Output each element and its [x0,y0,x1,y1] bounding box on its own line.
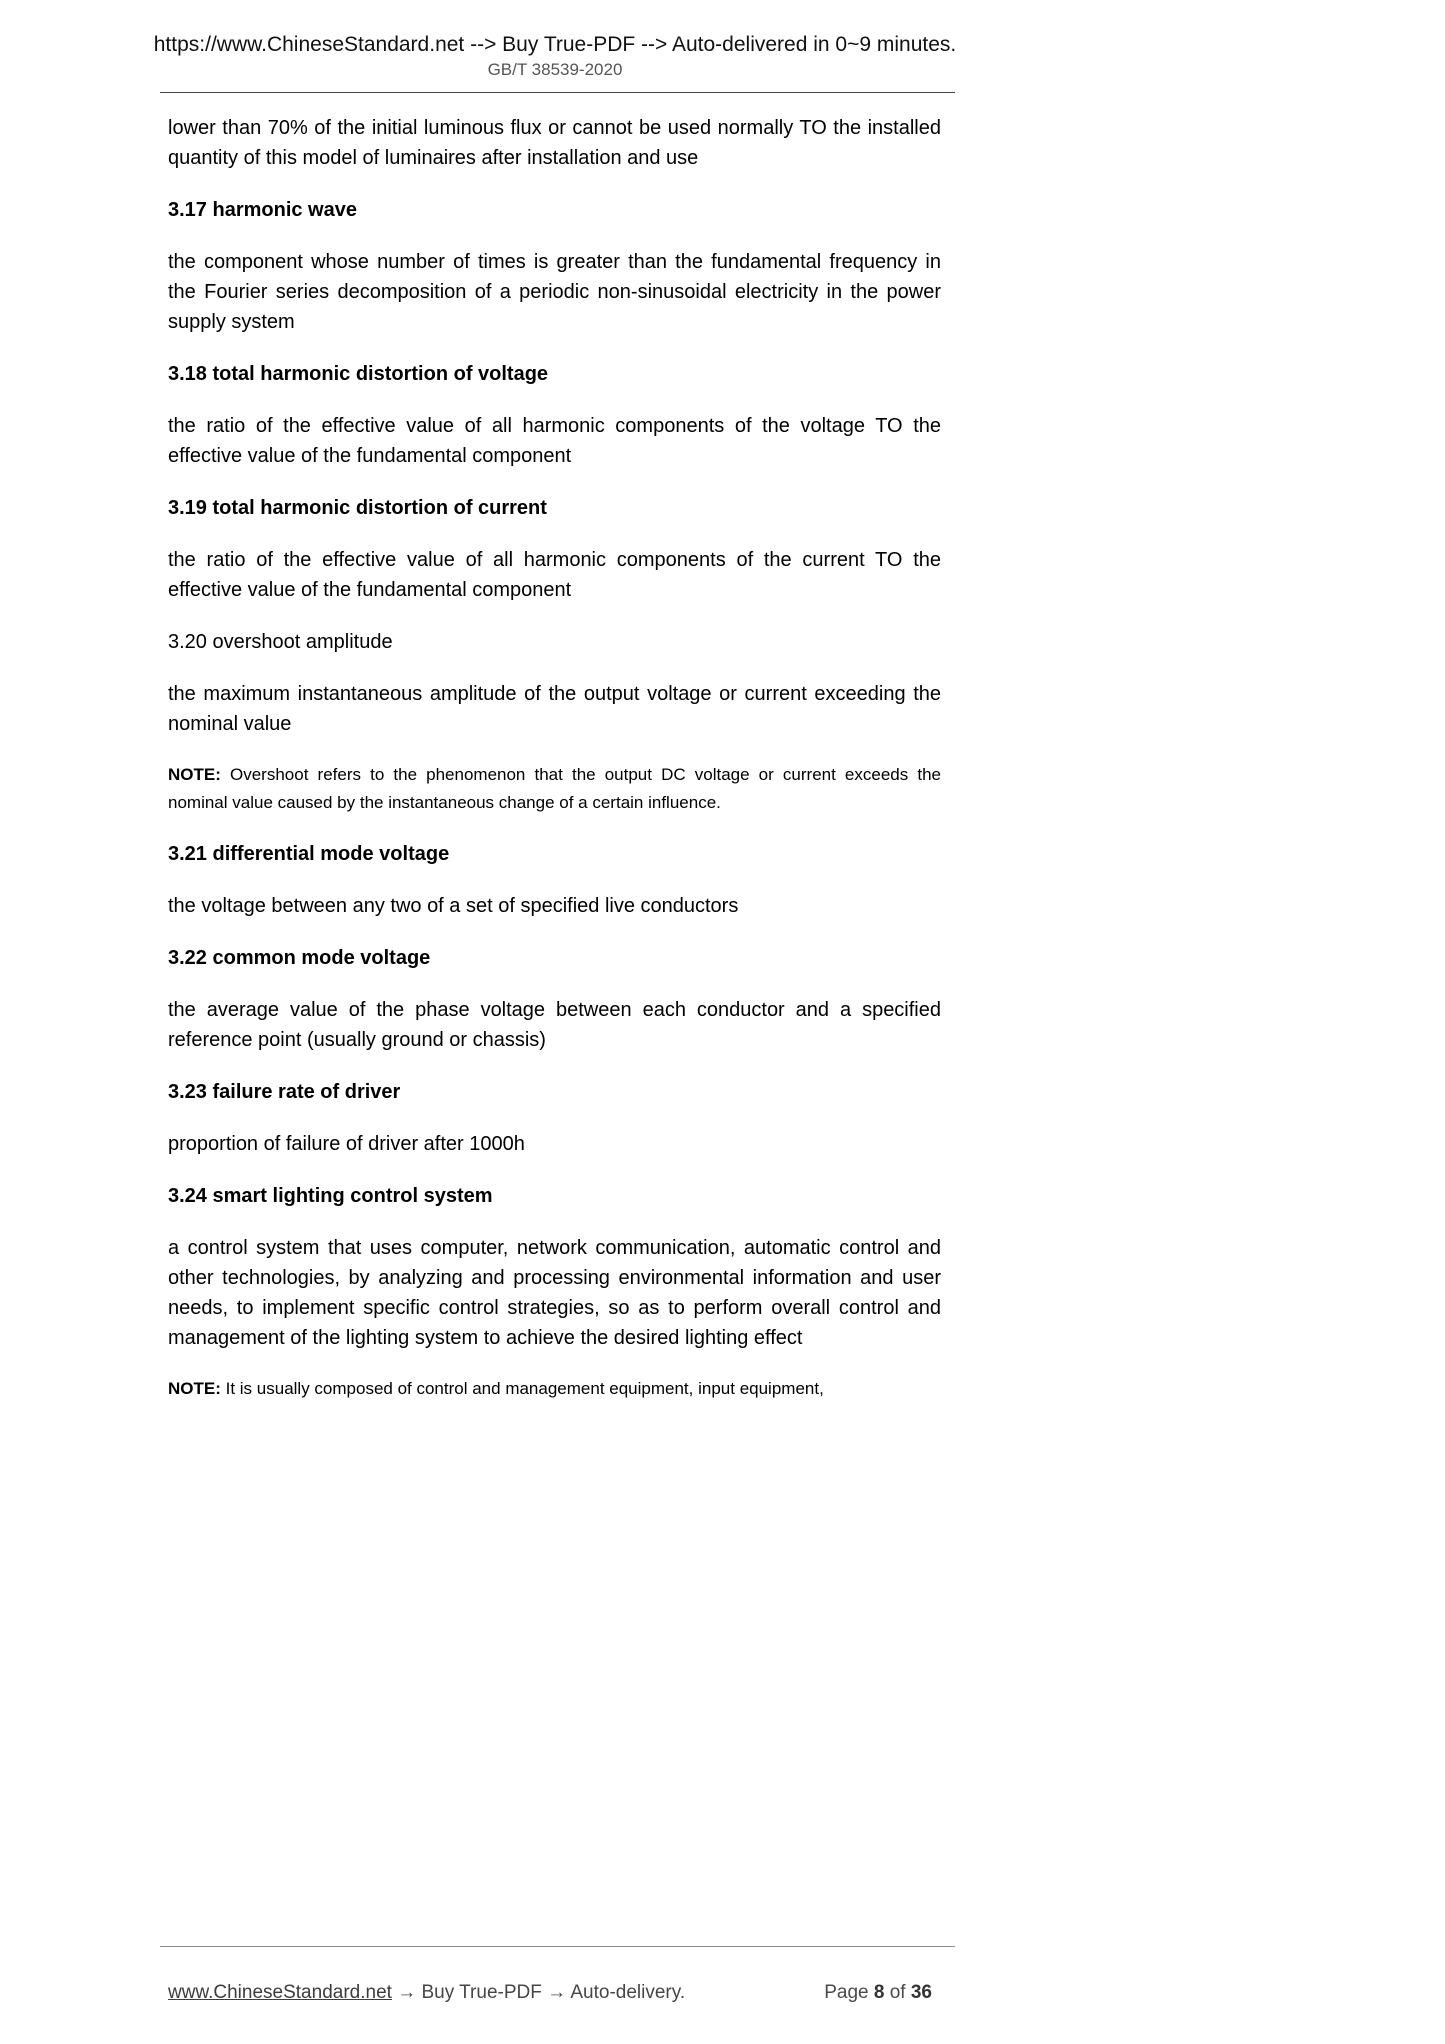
body-paragraph: the ratio of the effective value of all harmonic components of the voltage TO the effective value of the fundamental component [168,415,941,467]
section-heading: 3.18 total harmonic distortion of voltage [168,363,549,385]
footer-site-link[interactable]: www.ChineseStandard.net [168,1982,392,2003]
body-paragraph: the voltage between any two of a set of specified live conductors [168,895,739,917]
right-arrow-icon: → [547,1982,567,2003]
body-paragraph: a control system that uses computer, network communication, automatic control and other technologies, by analyzing and processing environmental information and user needs, to implement specific control strategies, so as to perform overall control and management of the lighting system to achieve the desired lighting effect [168,1237,941,1349]
header-url-line: https://www.ChineseStandard.net --> Buy True-PDF --> Auto-delivered in 0~9 minutes. [153,33,957,56]
body-paragraph: lower than 70% of the initial luminous flux or cannot be used normally TO the installed quantity of this model of luminaires after installation and use [168,117,941,169]
page-of-label: of [889,1982,906,2003]
footer-delivery-label: Auto-delivery. [570,1982,686,2003]
section-heading: 3.23 failure rate of driver [168,1081,401,1103]
right-arrow-icon: → [397,1982,417,2003]
note-paragraph: NOTE: It is usually composed of control and management equipment, input equipment, [168,1379,824,1398]
section-heading: 3.19 total harmonic distortion of current [168,497,547,519]
body-paragraph: the component whose number of times is greater than the fundamental frequency in the Fourier series decomposition of a periodic non-sinusoidal electricity in the power supply system [168,251,941,333]
body-paragraph: the ratio of the effective value of all harmonic components of the current TO the effective value of the fundamental component [168,549,941,601]
body-paragraph: 3.20 overshoot amplitude [168,631,393,653]
header-doc-code: GB/T 38539-2020 [487,60,623,79]
document-body [168,113,941,1425]
header-rule [160,92,955,93]
page-total: 36 [910,1982,932,2003]
note-label: NOTE: [168,1379,221,1398]
page-indicator [824,1982,932,2004]
footer-left [168,1982,685,2004]
footer-buy-label: Buy True-PDF [421,1982,542,2003]
section-heading: 3.24 smart lighting control system [168,1185,493,1207]
body-paragraph: the maximum instantaneous amplitude of the output voltage or current exceeding the nominal value [168,683,941,735]
body-paragraph: proportion of failure of driver after 1000h [168,1133,525,1155]
section-heading: 3.22 common mode voltage [168,947,431,969]
note-paragraph: NOTE: Overshoot refers to the phenomenon that the output DC voltage or current exceeds the nominal value caused by the instantaneous change of a certain influence. [168,765,941,812]
note-label: NOTE: [168,765,221,784]
section-heading: 3.21 differential mode voltage [168,843,450,865]
page-label: Page [824,1982,869,2003]
body-paragraph: the average value of the phase voltage between each conductor and a specified reference point (usually ground or chassis) [168,999,941,1051]
footer-rule [160,1946,955,1947]
page-number: 8 [873,1982,885,2003]
section-heading: 3.17 harmonic wave [168,199,357,221]
page-footer [168,1982,932,2004]
